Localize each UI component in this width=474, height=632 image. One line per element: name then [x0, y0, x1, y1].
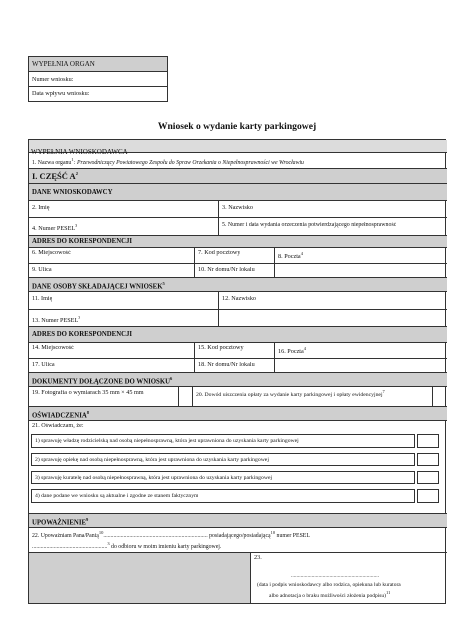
certificate-field[interactable]: [219, 218, 447, 236]
street-field-2[interactable]: [29, 359, 195, 373]
street-label-1: 9. Ulica: [32, 267, 52, 273]
house-number-label-2: 18. Nr domu/Nr lokalu: [198, 362, 255, 368]
receipt-date-field[interactable]: [29, 87, 167, 101]
authorization-line-1: [32, 531, 310, 539]
organ-box-header: [29, 57, 167, 72]
empty-cell-3: [275, 359, 447, 373]
authorization-footnote-2: 10: [270, 531, 276, 535]
main-form: [28, 139, 446, 604]
part-a-header: [29, 169, 447, 184]
application-number-field[interactable]: [29, 72, 167, 87]
organ-name-label: 1. Nazwa organu: [32, 159, 72, 166]
receipt-date-label: Data wpływu wniosku:: [32, 91, 90, 97]
signature-caption-2: albo adnotacja o braku możliwości złożenia podpisu): [269, 592, 386, 599]
statement-option-3-label: 3) sprawuję kuratelę nad osobą niepełnosprawną, która jest uprawniona do uzyskania karty parkingowej: [35, 475, 273, 481]
first-name-label: 2. Imię: [32, 205, 50, 211]
statement-option-1-label: 1) sprawuję władzę rodzicielską nad osobą niepełnosprawną, która jest uprawniona do uzyskania karty parkingowej: [35, 438, 299, 444]
postal-code-field-2[interactable]: [195, 343, 275, 359]
empty-cell-1: [275, 264, 447, 278]
authorization-name-dots: ........................................................................ posiadającego/posiadającą: [103, 532, 271, 539]
page-title-text: Wniosek o wydanie karty parkingowej: [157, 121, 317, 132]
organ-name-text: [32, 158, 304, 166]
statement-checkbox-1[interactable]: [417, 434, 439, 448]
authorization-line-2: [32, 542, 221, 550]
submitter-first-name-field[interactable]: [29, 292, 219, 310]
photo-label: 19. Fotografia o wymiarach 35 mm × 45 mm: [32, 390, 144, 396]
pesel-label: 4. Numer PESEL: [32, 225, 76, 233]
pesel-footnote: 3: [75, 224, 78, 228]
submitter-data-header-text: [32, 281, 165, 290]
post-office-text-1: [278, 252, 303, 261]
last-name-label: 3. Nazwisko: [222, 205, 253, 211]
authorization-pesel-dots: ....................................................: [32, 543, 108, 550]
submitter-data-footnote: 5: [162, 281, 165, 286]
submitter-pesel-text: [32, 316, 80, 325]
documents-header-label: DOKUMENTY DOŁĄCZONE DO WNIOSKU: [32, 378, 171, 386]
organ-box-header-text: WYPEŁNIA ORGAN: [32, 61, 95, 68]
application-number-label: Numer wniosku:: [32, 77, 74, 83]
applicant-data-header-text: DANE WNIOSKODAWCY: [32, 189, 113, 196]
statement-checkbox-2[interactable]: [417, 453, 439, 466]
part-a-text: [32, 171, 78, 181]
pesel-text: [32, 224, 77, 233]
organ-box: [28, 56, 168, 102]
organ-name-field[interactable]: [29, 153, 447, 169]
submitter-pesel-footnote: 3: [78, 316, 81, 320]
authorization-header-label: UPOWAŻNIENIE: [32, 519, 87, 527]
signature-caption-2-wrap: [269, 591, 390, 599]
submitter-data-header: [29, 278, 447, 292]
applicant-header: [29, 140, 447, 156]
fee-proof-checkbox[interactable]: [433, 387, 447, 407]
statements-header-label: OŚWIADCZENIA: [32, 412, 87, 420]
post-office-footnote-2: 4: [303, 347, 307, 351]
last-name-field[interactable]: [219, 201, 447, 218]
submitter-pesel-label: 13. Numer PESEL: [32, 317, 79, 325]
submitter-last-name-field[interactable]: [219, 292, 447, 310]
signature-dots: ................................................................: [291, 573, 379, 579]
post-office-footnote-1: 4: [300, 252, 303, 256]
authorization-footnote: 9: [86, 517, 89, 522]
submitter-first-name-label: 11. Imię: [32, 296, 53, 302]
statement-option-4[interactable]: [31, 489, 415, 503]
submitter-pesel-field[interactable]: [29, 310, 219, 327]
house-number-field-2[interactable]: [195, 359, 275, 373]
pesel-field[interactable]: [29, 218, 219, 236]
page-title: [28, 121, 446, 132]
postal-code-field-1[interactable]: [195, 248, 275, 264]
address-header-2: [29, 327, 447, 343]
statement-checkbox-3[interactable]: [417, 471, 439, 484]
post-office-label-1: 8. Poczta: [278, 253, 301, 261]
post-office-field-2[interactable]: [275, 343, 447, 359]
statements-intro: 21. Oświadczam, że:: [32, 423, 84, 429]
authorization-header-text: [32, 517, 88, 526]
authorization-header: [29, 514, 447, 528]
signature-footnote: 11: [386, 591, 391, 595]
city-field-1[interactable]: [29, 248, 195, 264]
signature-spacer: [29, 553, 251, 604]
house-number-field-1[interactable]: [195, 264, 275, 278]
fee-proof-field[interactable]: [193, 387, 433, 407]
organ-name-value: : Przewodniczący Powiatowego Zespołu do Spraw Orzekania o Niepełnosprawności we Wrocławiu: [73, 159, 304, 166]
house-number-label-1: 10. Nr domu/Nr lokalu: [198, 267, 255, 273]
statements-footnote: 8: [86, 410, 90, 415]
authorization-purpose: do odbioru w moim imieniu karty parkingowej.: [109, 543, 222, 550]
street-label-2: 17. Ulica: [32, 362, 55, 368]
statement-option-4-label: 4) dane podane we wniosku są aktualne i zgodne ze stanem faktycznym: [35, 493, 199, 499]
statements-body: [29, 421, 447, 514]
documents-header: [29, 373, 447, 387]
authorization-label: 22. Upoważniam Pana/Panią: [32, 532, 99, 539]
empty-cell-2: [219, 310, 447, 327]
part-a-label: I. CZĘŚĆ A: [32, 171, 76, 181]
fee-proof-label: 20. Dowód uiszczenia opłaty za wydanie karty parkingowej i opłaty ewidencyjnej: [196, 391, 383, 398]
postal-code-label-1: 7. Kod pocztowy: [198, 250, 241, 256]
city-label-2: 14. Miejscowość: [32, 345, 74, 351]
part-a-footnote: 2: [75, 171, 78, 177]
photo-checkbox[interactable]: [179, 387, 193, 407]
applicant-header-text: WYPEŁNIA WNIOSKODAWCA: [31, 148, 128, 156]
photo-field[interactable]: [29, 387, 179, 407]
address-header-1-text: ADRES DO KORESPONDENCJI: [32, 238, 133, 245]
statement-option-2-label: 2) sprawuję opiekę nad osobą niepełnosprawną, która jest uprawniona do uzyskania karty parkingowej: [35, 457, 269, 463]
statement-checkbox-4[interactable]: [417, 489, 439, 503]
documents-header-text: [32, 376, 172, 385]
submitter-last-name-label: 12. Nazwisko: [222, 296, 257, 302]
fee-proof-text: [196, 390, 385, 398]
address-header-1: [29, 236, 447, 248]
submitter-data-header-label: DANE OSOBY SKŁADAJĄCEJ WNIOSEK: [32, 283, 163, 291]
applicant-data-header: [29, 184, 447, 201]
address-header-2-text: ADRES DO KORESPONDENCJI: [32, 331, 133, 338]
signature-caption-1: (data i podpis wnioskodawcy albo rodzica, opiekuna lub kuratora: [257, 582, 401, 588]
certificate-label: 5. Numer i data wydania orzeczenia potwierdzającego niepełnosprawność: [222, 222, 397, 228]
authorization-footnote-3: 3: [107, 542, 110, 546]
statement-option-1[interactable]: [31, 434, 415, 448]
authorization-pesel-label: numer PESEL: [275, 532, 310, 539]
statement-option-3[interactable]: [31, 471, 415, 484]
street-field-1[interactable]: [29, 264, 195, 278]
post-office-field-1[interactable]: [275, 248, 447, 264]
statements-header-text: [32, 410, 89, 419]
statement-option-2[interactable]: [31, 453, 415, 466]
post-office-text-2: [278, 347, 306, 356]
signature-field[interactable]: [251, 553, 447, 604]
signature-number: 23.: [254, 555, 262, 561]
fee-proof-footnote: 7: [382, 390, 385, 394]
organ-name-footnote: 1: [71, 158, 74, 162]
statements-header: [29, 407, 447, 421]
authorization-footnote-1: 10: [98, 531, 104, 535]
authorization-field[interactable]: [29, 528, 447, 553]
city-label-1: 6. Miejscowość: [32, 250, 71, 256]
city-field-2[interactable]: [29, 343, 195, 359]
first-name-field[interactable]: [29, 201, 219, 218]
post-office-label-2: 16. Poczta: [278, 348, 304, 356]
postal-code-label-2: 15. Kod pocztowy: [198, 345, 244, 351]
documents-footnote: 6: [170, 376, 173, 381]
